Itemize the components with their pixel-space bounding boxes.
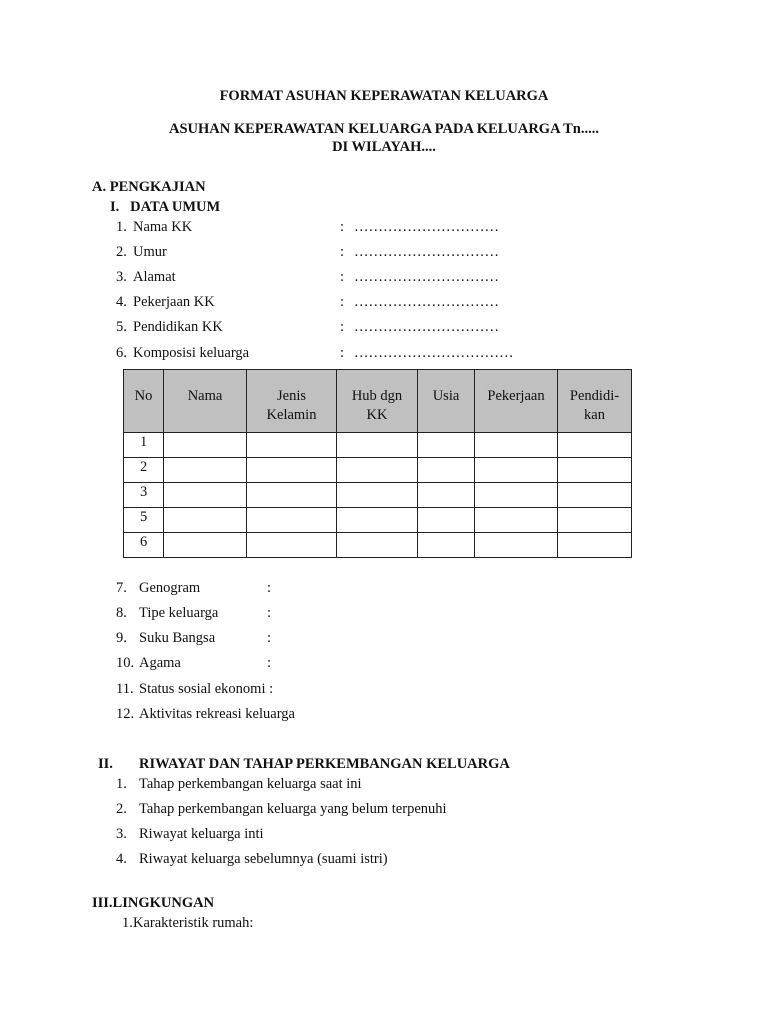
column-header-pekerjaan: Pekerjaan	[475, 370, 558, 433]
table-row	[124, 483, 632, 508]
section-a-heading: A. PENGKAJIAN	[92, 179, 206, 195]
usia-cell	[418, 533, 475, 558]
item-fill-dots: ……………………………	[354, 345, 514, 361]
item-separator: :	[340, 269, 345, 285]
nama-cell	[164, 483, 247, 508]
pekerjaan-cell	[475, 533, 558, 558]
family-composition-table	[123, 369, 632, 558]
item-number: 2.	[116, 801, 127, 817]
item-separator: :	[267, 605, 272, 621]
item-label: Alamat	[133, 269, 176, 285]
item-separator: :	[340, 345, 345, 361]
item-number: 3.	[116, 826, 127, 842]
jenis-kelamin-cell	[247, 533, 337, 558]
item-number: 7.	[116, 580, 127, 596]
pendidikan-cell	[558, 458, 632, 483]
usia-cell	[418, 483, 475, 508]
pekerjaan-cell	[475, 433, 558, 458]
item-number: 11.	[116, 681, 134, 697]
item-separator: :	[267, 655, 272, 671]
item-label: Karakteristik rumah:	[133, 915, 254, 931]
item-number: 6.	[116, 345, 127, 361]
item-separator: :	[267, 630, 272, 646]
hub-kk-cell	[337, 508, 418, 533]
section-i-heading: I. DATA UMUM	[110, 199, 221, 215]
jenis-kelamin-cell	[247, 458, 337, 483]
hub-kk-cell	[337, 483, 418, 508]
hub-kk-cell	[337, 533, 418, 558]
column-header-jenis-kelamin: Jenis Kelamin	[247, 370, 337, 433]
column-header-pendidikan: Pendidi- kan	[558, 370, 632, 433]
item-separator: :	[340, 294, 345, 310]
column-header-usia: Usia	[418, 370, 475, 433]
item-separator: :	[340, 319, 345, 335]
item-number: 5.	[116, 319, 127, 335]
item-number: 2.	[116, 244, 127, 260]
item-label: Nama KK	[133, 219, 193, 235]
row-number-cell: 6	[124, 533, 164, 558]
item-number: 1.	[122, 915, 133, 931]
usia-cell	[418, 433, 475, 458]
item-label: Aktivitas rekreasi keluarga	[139, 706, 295, 722]
item-label: Status sosial ekonomi :	[139, 681, 274, 697]
document-subtitle-line1: ASUHAN KEPERAWATAN KELUARGA PADA KELUARGA Tn.....	[169, 121, 599, 137]
item-number: 8.	[116, 605, 127, 621]
item-fill-dots: …………………………	[354, 319, 499, 335]
hub-kk-cell	[337, 433, 418, 458]
item-number: 4.	[116, 294, 127, 310]
row-number-cell: 2	[124, 458, 164, 483]
section-iii-heading: III.LINGKUNGAN	[92, 895, 215, 911]
column-header-hub-dgn-kk: Hub dgn KK	[337, 370, 418, 433]
item-label: Agama	[139, 655, 181, 671]
nama-cell	[164, 533, 247, 558]
pendidikan-cell	[558, 508, 632, 533]
item-label: Umur	[133, 244, 167, 260]
item-fill-dots: …………………………	[354, 244, 499, 260]
item-fill-dots: …………………………	[354, 294, 499, 310]
item-number: 1.	[116, 776, 127, 792]
jenis-kelamin-cell	[247, 433, 337, 458]
pendidikan-cell	[558, 533, 632, 558]
pekerjaan-cell	[475, 458, 558, 483]
item-label: Tipe keluarga	[139, 605, 219, 621]
item-fill-dots: …………………………	[354, 269, 499, 285]
section-ii-heading: RIWAYAT DAN TAHAP PERKEMBANGAN KELUARGA	[139, 756, 510, 772]
table-row	[124, 433, 632, 458]
item-separator: :	[267, 580, 272, 596]
item-separator: :	[340, 244, 345, 260]
usia-cell	[418, 508, 475, 533]
item-number: 4.	[116, 851, 127, 867]
jenis-kelamin-cell	[247, 483, 337, 508]
section-ii-number: II.	[98, 756, 113, 772]
item-fill-dots: …………………………	[354, 219, 499, 235]
pekerjaan-cell	[475, 508, 558, 533]
pendidikan-cell	[558, 483, 632, 508]
item-label: Komposisi keluarga	[133, 345, 250, 361]
item-label: Riwayat keluarga sebelumnya (suami istri)	[139, 851, 388, 867]
pendidikan-cell	[558, 433, 632, 458]
nama-cell	[164, 508, 247, 533]
column-header-no: No	[124, 370, 164, 433]
item-number: 12.	[116, 706, 135, 722]
item-number: 3.	[116, 269, 127, 285]
row-number-cell: 5	[124, 508, 164, 533]
item-label: Genogram	[139, 580, 201, 596]
item-label: Tahap perkembangan keluarga yang belum terpenuhi	[139, 801, 447, 817]
item-separator: :	[340, 219, 345, 235]
item-label: Suku Bangsa	[139, 630, 216, 646]
row-number-cell: 3	[124, 483, 164, 508]
item-number: 9.	[116, 630, 127, 646]
item-label: Tahap perkembangan keluarga saat ini	[139, 776, 362, 792]
document-title: FORMAT ASUHAN KEPERAWATAN KELUARGA	[219, 88, 549, 104]
item-label: Pekerjaan KK	[133, 294, 215, 310]
table-row	[124, 458, 632, 483]
item-label: Riwayat keluarga inti	[139, 826, 264, 842]
usia-cell	[418, 458, 475, 483]
column-header-nama: Nama	[164, 370, 247, 433]
table-row	[124, 533, 632, 558]
table-row	[124, 508, 632, 533]
table-header-row	[124, 370, 632, 433]
row-number-cell: 1	[124, 433, 164, 458]
item-label: Pendidikan KK	[133, 319, 223, 335]
item-number: 10.	[116, 655, 135, 671]
item-number: 1.	[116, 219, 127, 235]
hub-kk-cell	[337, 458, 418, 483]
pekerjaan-cell	[475, 483, 558, 508]
document-subtitle-line2: DI WILAYAH....	[332, 139, 436, 155]
jenis-kelamin-cell	[247, 508, 337, 533]
nama-cell	[164, 433, 247, 458]
nama-cell	[164, 458, 247, 483]
